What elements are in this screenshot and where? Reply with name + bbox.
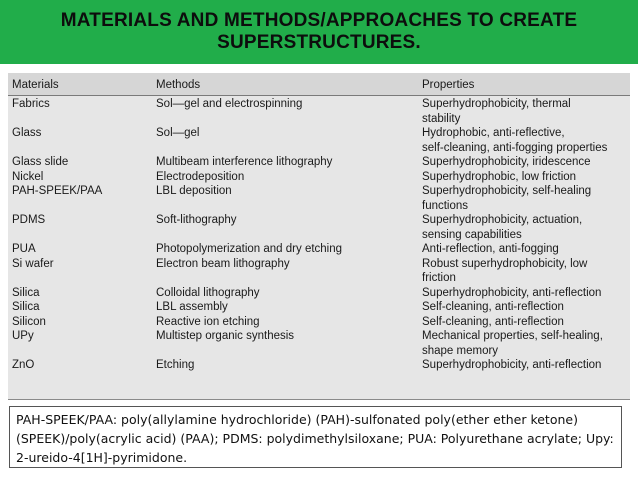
cell-properties: self-cleaning, anti-fogging properties xyxy=(422,141,608,154)
table-body xyxy=(8,98,630,374)
header-properties: Properties xyxy=(422,79,475,91)
table-row xyxy=(8,301,630,316)
header-materials: Materials xyxy=(12,79,59,91)
cell-properties: Superhydrophobic, low friction xyxy=(422,170,577,183)
cell-properties: Superhydrophobicity, iridescence xyxy=(422,156,591,168)
cell-method: Colloidal lithography xyxy=(156,286,260,299)
table-row xyxy=(8,171,630,186)
cell-properties: Superhydrophobicity, anti-reflection xyxy=(422,359,602,371)
table-bottom-rule xyxy=(8,399,630,400)
cell-properties: Self-cleaning, anti-reflection xyxy=(422,301,564,313)
cell-properties: shape memory xyxy=(422,344,499,357)
cell-method: Electron beam lithography xyxy=(156,257,290,270)
table-row xyxy=(8,185,630,214)
cell-material: Glass xyxy=(12,127,42,139)
table-row xyxy=(8,330,630,359)
abbreviations-footnote: PAH-SPEEK/PAA: poly(allylamine hydrochloride) (PAH)-sulfonated poly(ether ether ketone) (SPEEK)/poly(acrylic acid) (PAA); PDMS: polydimethylsiloxane; PUA: Polyurethane acrylate; Upy: 2-ureido-4[1H]-pyrimidone. xyxy=(9,406,622,468)
cell-properties: Superhydrophobicity, thermal xyxy=(422,98,571,110)
cell-method: Photopolymerization and dry etching xyxy=(156,243,343,255)
cell-method: Sol—gel and electrospinning xyxy=(156,98,303,110)
table-row xyxy=(8,127,630,156)
cell-properties: Self-cleaning, anti-reflection xyxy=(422,315,564,328)
materials-table xyxy=(8,73,630,400)
table-row xyxy=(8,156,630,171)
cell-properties: Superhydrophobicity, anti-reflection xyxy=(422,286,602,299)
cell-method: LBL assembly xyxy=(156,301,228,313)
cell-properties: Superhydrophobicity, actuation, xyxy=(422,214,583,226)
title-banner xyxy=(0,0,638,64)
cell-properties: sensing capabilities xyxy=(422,228,522,241)
cell-material: PUA xyxy=(12,243,36,255)
table-row xyxy=(8,214,630,243)
cell-method: Multistep organic synthesis xyxy=(156,330,295,342)
table-row xyxy=(8,359,630,374)
table-row xyxy=(8,98,630,127)
cell-method: Multibeam interference lithography xyxy=(156,156,333,168)
cell-properties: Superhydrophobicity, self-healing xyxy=(422,185,592,197)
table-row xyxy=(8,243,630,258)
cell-properties: friction xyxy=(422,272,456,284)
cell-properties: Mechanical properties, self-healing, xyxy=(422,330,603,342)
header-methods: Methods xyxy=(156,79,201,91)
table-row xyxy=(8,316,630,331)
cell-material: Silicon xyxy=(12,315,46,328)
cell-material: Si wafer xyxy=(12,257,54,270)
table-row xyxy=(8,258,630,287)
cell-method: Sol—gel xyxy=(156,127,200,139)
cell-material: Fabrics xyxy=(12,98,50,110)
cell-material: Silica xyxy=(12,301,40,313)
cell-method: Etching xyxy=(156,359,195,371)
cell-method: LBL deposition xyxy=(156,185,232,197)
cell-material: ZnO xyxy=(12,359,35,371)
cell-properties: Hydrophobic, anti-reflective, xyxy=(422,127,565,139)
table-row xyxy=(8,287,630,302)
cell-method: Reactive ion etching xyxy=(156,315,260,328)
cell-method: Electrodeposition xyxy=(156,170,245,183)
cell-method: Soft-lithography xyxy=(156,214,237,226)
page-title: MATERIALS AND METHODS/APPROACHES TO CREATE SUPERSTRUCTURES. xyxy=(60,10,578,53)
cell-material: Glass slide xyxy=(12,156,69,168)
cell-material: Nickel xyxy=(12,170,44,183)
table-header xyxy=(8,73,630,96)
cell-properties: Robust superhydrophobicity, low xyxy=(422,257,588,270)
cell-material: PDMS xyxy=(12,214,46,226)
cell-properties: stability xyxy=(422,112,461,125)
cell-material: PAH-SPEEK/PAA xyxy=(12,185,103,197)
cell-properties: Anti-reflection, anti-fogging xyxy=(422,243,559,255)
cell-material: Silica xyxy=(12,286,40,299)
cell-properties: functions xyxy=(422,199,469,212)
cell-material: UPy xyxy=(12,330,34,342)
